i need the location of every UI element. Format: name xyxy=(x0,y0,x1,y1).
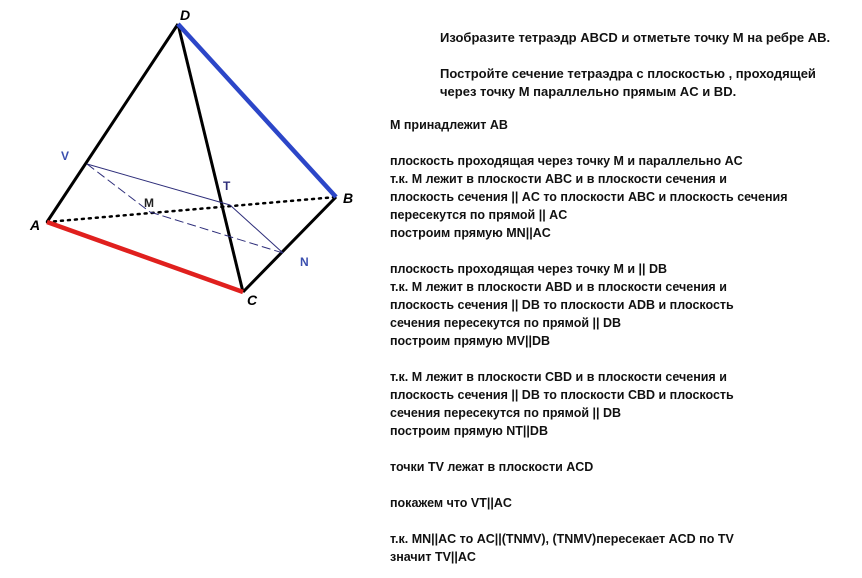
solution-line: плоскость проходящая через точку M и || DB xyxy=(390,262,668,276)
task-line: Постройте сечение тетраэдра с плоскостью , проходящей xyxy=(440,66,816,81)
solution-line: плоскость сечения || AC то плоскости ABC и плоскость сечения xyxy=(390,190,788,204)
solution-line: сечения пересекутся по прямой || DB xyxy=(390,406,622,420)
solution-line: точки TV лежат в плоскости ACD xyxy=(390,460,594,474)
task-line: Изобразите тетраэдр ABCD и отметьте точку M на ребре AB. xyxy=(440,30,831,45)
solution-line: плоскость сечения || DB то плоскости CBD и плоскость xyxy=(390,388,734,402)
solution-line xyxy=(390,476,788,494)
solution-line xyxy=(390,350,788,368)
edge-ab-hidden xyxy=(47,197,336,222)
vertex-label-c: C xyxy=(247,292,258,308)
section-tn xyxy=(230,205,283,253)
section-vm xyxy=(87,164,150,212)
task-line: через точку M параллельно прямым AC и BD. xyxy=(440,84,737,99)
edge-dc xyxy=(178,24,243,292)
vertex-label-a: A xyxy=(30,217,41,233)
solution-line: покажем что VT||AC xyxy=(390,496,512,510)
solution-line: т.к. M лежит в плоскости ABC и в плоскости сечения и xyxy=(390,172,727,186)
solution-text xyxy=(390,116,788,566)
solution-line: сечения пересекутся по прямой || DB xyxy=(390,316,622,330)
task-line xyxy=(440,47,830,65)
section-mn xyxy=(150,212,283,253)
solution-line: построим прямую NT||DB xyxy=(390,424,548,438)
solution-line xyxy=(390,512,788,530)
section-vt xyxy=(87,164,230,205)
point-label-m: M xyxy=(144,196,154,210)
solution-line: т.к. M лежит в плоскости ABD и в плоскости сечения и xyxy=(390,280,727,294)
edge-ac xyxy=(47,222,243,292)
task-statement xyxy=(440,29,830,101)
solution-line: плоскость проходящая через точку M и параллельно AC xyxy=(390,154,743,168)
solution-line: т.к. MN||AC то AC||(TNMV), (TNMV)пересекает ACD по TV xyxy=(390,532,734,546)
edge-ad xyxy=(47,24,178,222)
point-label-t: T xyxy=(223,179,231,193)
point-label-n: N xyxy=(300,255,309,269)
point-label-v: V xyxy=(61,149,70,163)
vertex-label-b: B xyxy=(343,190,354,206)
solution-line xyxy=(390,440,788,458)
solution-line: т.к. M лежит в плоскости CBD и в плоскости сечения и xyxy=(390,370,727,384)
solution-line xyxy=(390,242,788,260)
vertex-label-d: D xyxy=(180,7,191,23)
solution-line: построим прямую MN||AC xyxy=(390,226,551,240)
solution-line: плоскость сечения || DB то плоскости ADB и плоскость xyxy=(390,298,734,312)
solution-line: значит TV||AC xyxy=(390,550,476,564)
solution-line: построим прямую MV||DB xyxy=(390,334,551,348)
solution-line xyxy=(390,134,788,152)
solution-line: M принадлежит AB xyxy=(390,118,508,132)
edge-bd xyxy=(178,24,336,197)
solution-line: пересекутся по прямой || AC xyxy=(390,208,568,222)
